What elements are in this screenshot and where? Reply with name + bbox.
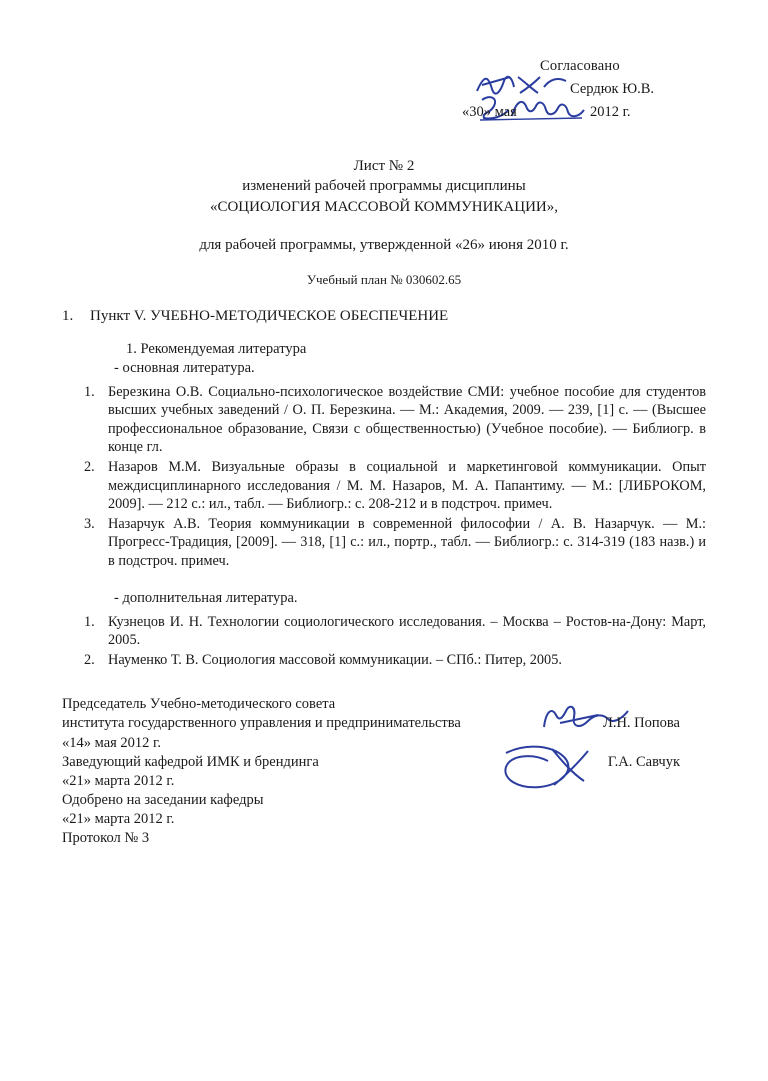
list-item: [62, 515, 706, 571]
list-marker: 1.: [84, 383, 95, 400]
footer-signature-block: [62, 695, 706, 848]
point-item: [62, 308, 706, 325]
section-sublabel-main-literature: - основная литература.: [114, 359, 255, 376]
footer-line-2-row: [62, 714, 706, 733]
heading-subtitle: для рабочей программы, утвержденной «26» июня 2010 г.: [199, 236, 569, 253]
section-sublabel-additional-literature: - дополнительная литература.: [114, 589, 298, 606]
approval-date-year: 2012 г.: [590, 104, 631, 120]
curriculum-plan-line: Учебный план № 030602.65: [306, 271, 462, 287]
list-item: [62, 383, 706, 457]
list-item: [62, 458, 706, 514]
heading-line-1: Лист № 2: [353, 158, 415, 174]
footer-line-1: Председатель Учебно-методического совета: [62, 696, 336, 713]
footer-line-6: Одобрено на заседании кафедры: [62, 791, 264, 808]
list-item: [62, 613, 706, 650]
reference-text: Назаров М.М. Визуальные образы в социальной и маркетинговой коммуникации. Опыт междисциплинарного исследования / М. М. Назаров, М. А. Папантиму. — М.: [ЛИБРОКОМ, 2009]. — 212 с.: ил., табл. — Библиогр.: с. 208-212 и в подстроч. примеч.: [108, 459, 706, 513]
footer-name-savchuk: Г.А. Савчук: [607, 753, 680, 770]
list-marker: 1.: [84, 613, 95, 630]
reference-text: Науменко Т. В. Социология массовой коммуникации. – СПб.: Питер, 2005.: [108, 651, 562, 668]
list-marker: 3.: [84, 515, 95, 532]
reference-text: Березкина О.В. Социально-психологическое воздействие СМИ: учебное пособие для студентов высших учебных заведений / О. П. Березкина. — М.: Академия, 2009. — 239, [1] с. — (Высшее профессиональное образование, Связи с общественностью) (Учебное пособие). — Библиогр. в конце гл.: [108, 383, 706, 456]
approval-title: Согласовано: [540, 58, 620, 74]
approval-block: [422, 58, 722, 126]
footer-line-3: «14» мая 2012 г.: [62, 734, 161, 751]
reference-text: Назарчук А.В. Теория коммуникации в современной философии / А. В. Назарчук. — М.: Прогресс-Традиция, [2009]. — 318, [1] с.: ил., портр., табл. — Библиогр.: с. 314-319 (183 назв.) и в подстроч. примеч.: [108, 515, 706, 569]
approval-signer-name: Сердюк Ю.В.: [570, 81, 655, 97]
footer-line-2: института государственного управления и предпринимательства: [62, 715, 461, 732]
footer-line-5: «21» марта 2012 г.: [62, 772, 175, 789]
point-text: Пункт V. УЧЕБНО-МЕТОДИЧЕСКОЕ ОБЕСПЕЧЕНИЕ: [90, 307, 449, 324]
list-item: [62, 651, 706, 670]
document-heading: [62, 156, 706, 217]
heading-line-3: «СОЦИОЛОГИЯ МАССОВОЙ КОММУНИКАЦИИ»,: [209, 198, 559, 215]
footer-name-popova: Л.Н. Попова: [602, 715, 680, 732]
reference-list-additional: [62, 613, 706, 670]
section-spacer: [62, 572, 706, 588]
footer-line-7: «21» марта 2012 г.: [62, 811, 175, 828]
footer-line-4-row: [62, 753, 706, 772]
list-marker: 2.: [84, 651, 95, 668]
footer-line-8: Протокол № 3: [62, 830, 150, 847]
list-marker: 2.: [84, 459, 95, 476]
footer-line-4: Заведующий кафедрой ИМК и брендинга: [62, 753, 319, 770]
reference-text: Кузнецов И. Н. Технологии социологического исследования. – Москва – Ростов-на-Дону: Март, 2005.: [108, 613, 706, 649]
section-label-recommended-literature: 1. Рекомендуемая литература: [126, 340, 307, 357]
approval-date-row: [422, 100, 722, 126]
point-number: 1.: [62, 307, 74, 324]
heading-line-2: изменений рабочей программы дисциплины: [242, 178, 526, 195]
approval-date-day-month: «30» мая: [462, 104, 517, 120]
reference-list-main: [62, 383, 706, 571]
